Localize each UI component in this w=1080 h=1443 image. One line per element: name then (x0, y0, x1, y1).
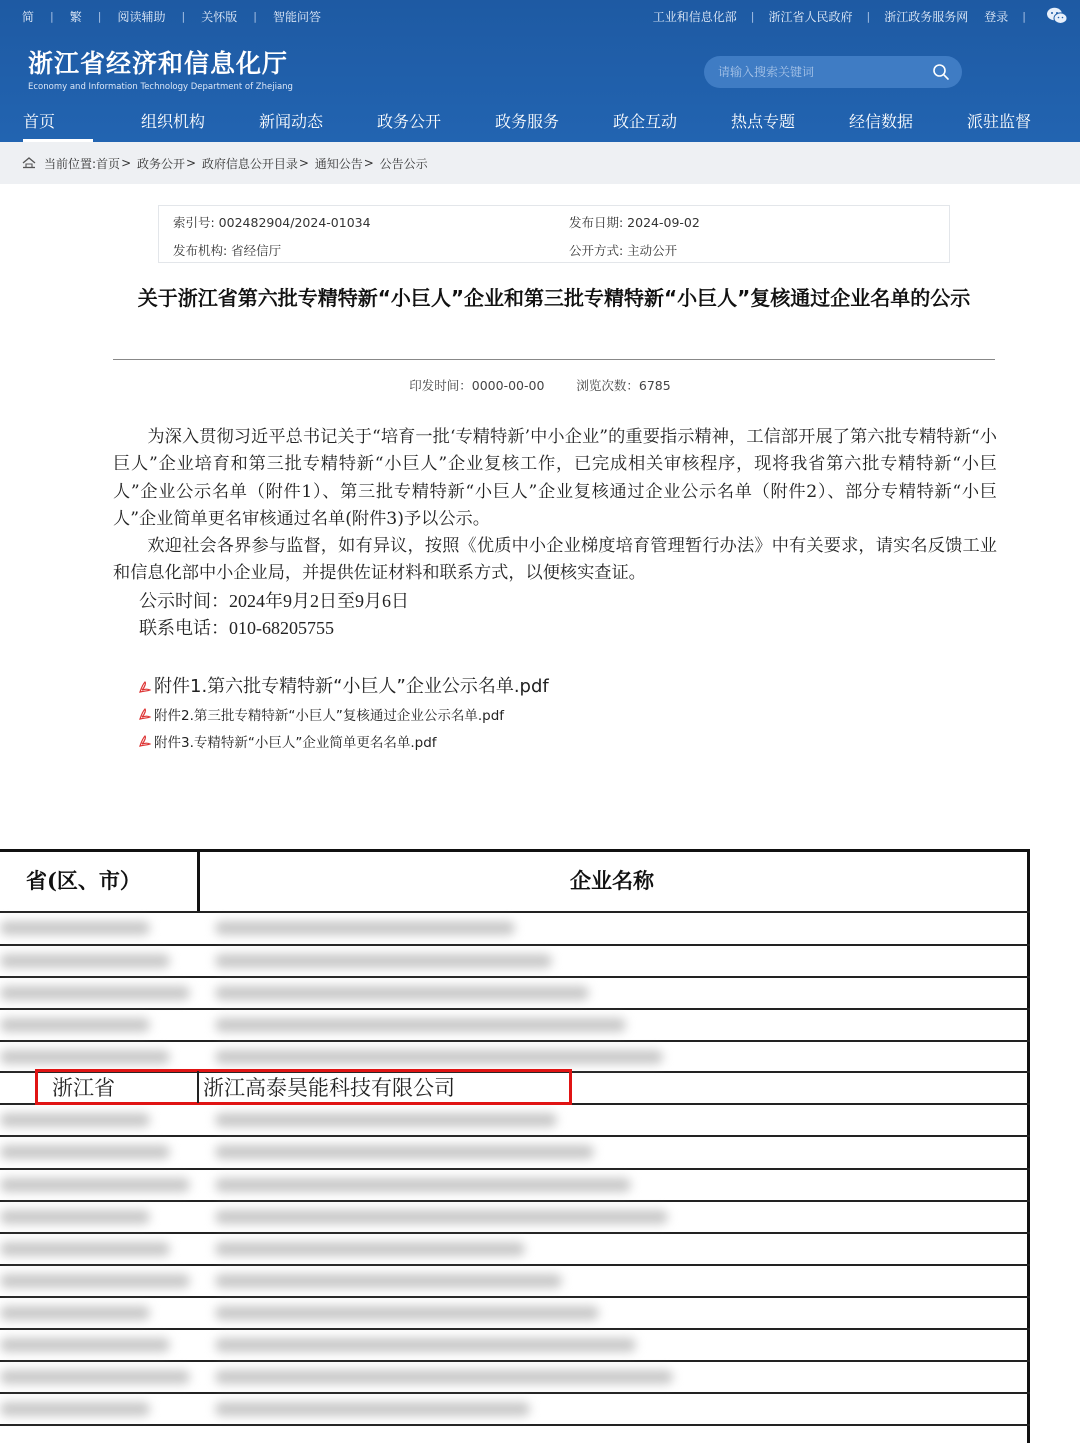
print-time: 印发时间：0000-00-00 (409, 378, 545, 393)
separator: | (97, 9, 102, 23)
breadcrumb-separator: > (298, 156, 309, 170)
nav-hot-topics[interactable]: 热点专题 (731, 112, 796, 131)
top-bar-left-links (22, 0, 321, 32)
care-mode-link[interactable]: 关怀版 (201, 9, 238, 24)
wechat-icon[interactable] (1046, 5, 1068, 27)
breadcrumb-public-announcements[interactable]: 公告公示 (379, 156, 428, 171)
attachment-label: 附件3.专精特新“小巨人”企业简单更名名单.pdf (154, 734, 437, 751)
nav-government-services[interactable]: 政务服务 (495, 112, 560, 131)
separator: | (866, 9, 871, 23)
breadcrumb-info-disclosure-catalog[interactable]: 政府信息公开目录 (201, 156, 298, 171)
contact-phone: 联系电话：010-68205755 (139, 618, 334, 639)
search-input[interactable] (718, 65, 928, 79)
search-icon[interactable] (932, 63, 950, 81)
blurred-cell (215, 1113, 557, 1127)
blurred-cell (0, 1178, 190, 1192)
home-icon (22, 156, 36, 170)
blurred-cell (0, 1274, 190, 1288)
header-province: 省(区、市） (26, 868, 141, 893)
pdf-icon (138, 678, 152, 692)
miit-link[interactable]: 工业和信息化部 (652, 9, 737, 24)
table-border-right (1027, 849, 1030, 1443)
meta-row (159, 235, 949, 263)
separator: | (750, 9, 755, 23)
site-name-english: Economy and Information Technology Department of Zhejiang (28, 82, 293, 92)
highlighted-province: 浙江省 (52, 1076, 115, 1100)
header-company-name: 企业名称 (570, 868, 654, 893)
blurred-cell (215, 986, 589, 1000)
table-row-line (0, 1328, 1030, 1330)
blurred-cell (0, 954, 170, 968)
blurred-cell (215, 1018, 626, 1032)
table-row-line (0, 1424, 1030, 1426)
table-row-line (0, 1135, 1030, 1137)
separator: | (50, 9, 54, 23)
article-info (0, 376, 1080, 394)
attachment-link-1[interactable] (138, 670, 549, 700)
view-count: 浏览次数：6785 (576, 378, 671, 393)
site-header (0, 0, 1080, 142)
login-link[interactable]: 登录 (984, 9, 1009, 24)
blurred-cell (215, 1178, 631, 1192)
article-paragraph: 为深入贯彻习近平总书记关于“培育一批‘专精特新’中小企业”的重要指示精神，工信部开展了第六批专精特新“小巨人”企业培育和第三批专精特新“小巨人”企业复核工作，已完成相关审核程序，现将我省第六批专精特新“小巨人”企业公示名单（附件1）、第三批专精特新“小巨人”企业复核通过企业公示名单（附件2）、部分专精特新“小巨人”企业简单更名审核通过名单(附件3)予以公示。 (113, 427, 997, 529)
breadcrumb-separator: > (121, 156, 132, 170)
blurred-cell (215, 954, 552, 968)
blurred-cell (0, 1018, 150, 1032)
top-bar (0, 0, 1080, 32)
nav-economic-data[interactable]: 经信数据 (849, 112, 914, 131)
table-row-line (0, 976, 1030, 978)
nav-interaction[interactable]: 政企互动 (613, 112, 678, 131)
separator: | (253, 9, 257, 23)
publish-date: 发布日期: 2024-09-02 (569, 215, 700, 230)
blurred-cell (0, 1402, 150, 1416)
site-logo[interactable] (28, 44, 293, 92)
title-divider (113, 359, 995, 360)
table-row-line (0, 1264, 1030, 1266)
separator: | (181, 9, 186, 23)
highlighted-company: 浙江高泰昊能科技有限公司 (203, 1076, 455, 1100)
nav-organization[interactable]: 组织机构 (141, 112, 206, 131)
nav-supervision[interactable]: 派驻监督 (967, 112, 1032, 131)
blurred-cell (0, 1306, 150, 1320)
article-title: 关于浙江省第六批专精特新“小巨人”企业和第三批专精特新“小巨人”复核通过企业名单的公示 (137, 286, 971, 310)
zhejiang-service-portal-link[interactable]: 浙江政务服务网 (884, 9, 969, 24)
breadcrumb (0, 142, 1080, 184)
document-meta-box (158, 205, 950, 263)
table-row-line (0, 1008, 1030, 1010)
blurred-cell (0, 921, 150, 935)
blurred-cell (215, 1402, 530, 1416)
table-row-line (0, 1360, 1030, 1362)
separator: | (1022, 9, 1026, 23)
attachment-label: 附件2.第三批专精特新“小巨人”复核通过企业公示名单.pdf (154, 707, 505, 724)
blurred-cell (0, 1242, 170, 1256)
attachment-list (138, 670, 549, 754)
blurred-cell (215, 1370, 673, 1384)
breadcrumb-home[interactable]: 首页 (96, 156, 121, 171)
smart-qa-link[interactable]: 智能问答 (272, 9, 321, 24)
breadcrumb-separator: > (185, 156, 197, 170)
table-border-top (0, 849, 1030, 852)
blurred-cell (0, 1145, 170, 1159)
blurred-cell (215, 921, 515, 935)
attachment-label: 附件1.第六批专精特新“小巨人”企业公示名单.pdf (154, 676, 549, 697)
blurred-cell (0, 1210, 150, 1224)
traditional-chinese-link[interactable]: 繁 (69, 9, 82, 24)
table-row-line (0, 1296, 1030, 1298)
index-number: 索引号: 002482904/2024-01034 (173, 215, 371, 230)
attachment-link-2[interactable] (138, 700, 549, 727)
blurred-cell (215, 1050, 663, 1064)
table-row-line (0, 911, 1030, 913)
table-column-divider (197, 849, 200, 911)
table-row-line (0, 1200, 1030, 1202)
attachment-link-3[interactable] (138, 727, 549, 754)
breadcrumb-prefix: 当前位置: (44, 156, 97, 171)
blurred-cell (215, 1274, 562, 1288)
disclosure-method: 公开方式: 主动公开 (569, 243, 678, 258)
pdf-icon (138, 734, 152, 748)
top-bar-right-links (653, 0, 1080, 32)
table-row-line (0, 1392, 1030, 1394)
article-body (113, 424, 997, 642)
reading-aid-link[interactable]: 阅读辅助 (117, 9, 166, 24)
nav-news[interactable]: 新闻动态 (259, 112, 324, 131)
blurred-cell (0, 1050, 170, 1064)
blurred-cell (215, 1242, 525, 1256)
table-column-divider (197, 1071, 199, 1103)
breadcrumb-separator: > (363, 156, 374, 170)
table-row-line (0, 1232, 1030, 1234)
nav-government-affairs-open[interactable]: 政务公开 (377, 112, 442, 131)
breadcrumb-notices[interactable]: 通知公告 (314, 156, 363, 171)
breadcrumb-government-affairs-open[interactable]: 政务公开 (136, 156, 185, 171)
article-paragraph: 欢迎社会各界参与监督，如有异议，按照《优质中小企业梯度培育管理暂行办法》中有关要求，请实名反馈工业和信息化部中小企业局，并提供佐证材料和联系方式，以便核实查证。 (113, 536, 997, 584)
simplified-chinese-link[interactable]: 简 (22, 9, 35, 24)
blurred-cell (215, 1338, 636, 1352)
main-nav (0, 104, 1080, 142)
notice-period: 公示时间：2024年9月2日至9月6日 (139, 590, 409, 611)
company-list-table (0, 849, 1030, 1443)
blurred-cell (215, 1306, 599, 1320)
table-row-line (0, 944, 1030, 946)
blurred-cell (0, 1338, 170, 1352)
blurred-cell (0, 1370, 190, 1384)
site-name: 浙江省经济和信息化厅 (28, 49, 289, 78)
pdf-icon (138, 707, 152, 721)
nav-home[interactable]: 首页 (23, 104, 55, 142)
table-row-line (0, 1040, 1030, 1042)
zhejiang-government-link[interactable]: 浙江省人民政府 (768, 9, 853, 24)
blurred-cell (215, 1145, 594, 1159)
blurred-cell (215, 1210, 668, 1224)
meta-row (159, 207, 949, 235)
table-row-line (0, 1168, 1030, 1170)
blurred-cell (0, 986, 190, 1000)
blurred-cell (0, 1113, 150, 1127)
search-box (704, 56, 962, 88)
issuing-agency: 发布机构: 省经信厅 (173, 243, 282, 258)
